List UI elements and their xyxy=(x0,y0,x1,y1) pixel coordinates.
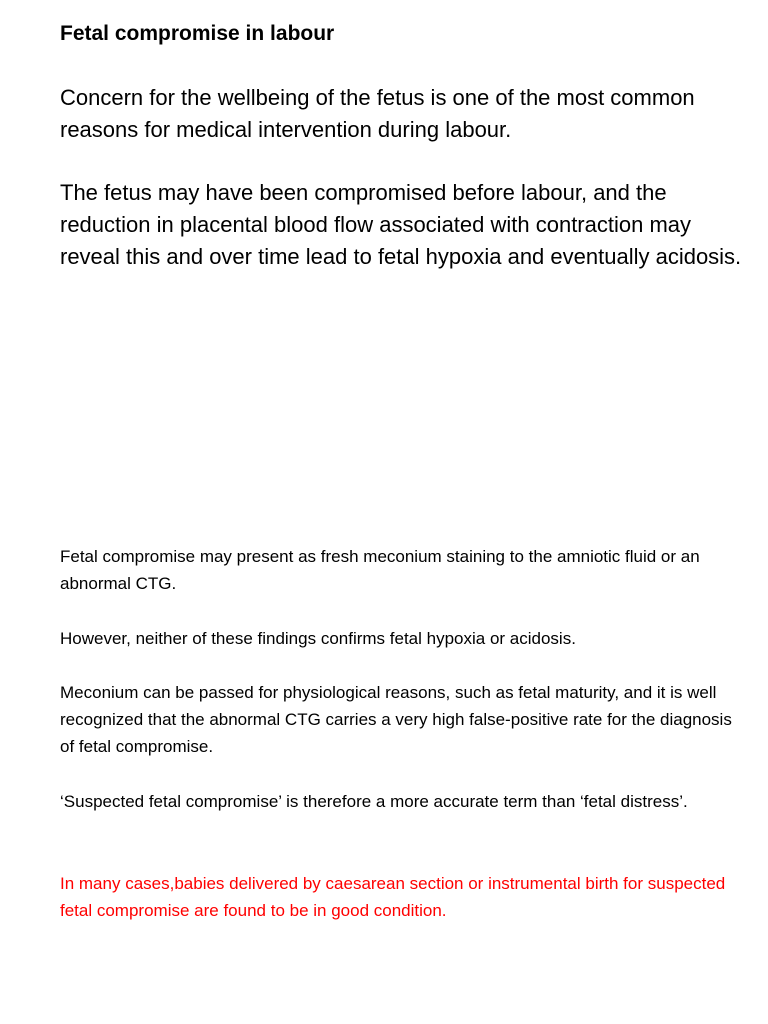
body-paragraph-4: ‘Suspected fetal compromise’ is therefore a more accurate term than ‘fetal distress’. xyxy=(60,792,688,811)
intro-paragraph-2: The fetus may have been compromised before labour, and the reduction in placental blood flow associated with contraction may reveal this and over time lead to fetal hypoxia and eventually acidosis. xyxy=(60,180,742,269)
body-paragraph-3: Meconium can be passed for physiological reasons, such as fetal maturity, and it is well recognized that the abnormal CTG carries a very high false-positive rate for the diagnosis of fetal compromise. xyxy=(60,683,732,756)
page-title: Fetal compromise in labour xyxy=(60,22,335,45)
body-paragraph-2: However, neither of these findings confirms fetal hypoxia or acidosis. xyxy=(60,629,576,648)
intro-paragraph-1: Concern for the wellbeing of the fetus is one of the most common reasons for medical intervention during labour. xyxy=(60,85,695,142)
highlight-paragraph: In many cases,babies delivered by caesarean section or instrumental birth for suspected fetal compromise are found to be in good condition. xyxy=(60,874,726,920)
body-paragraph-1: Fetal compromise may present as fresh meconium staining to the amniotic fluid or an abnormal CTG. xyxy=(60,547,700,593)
